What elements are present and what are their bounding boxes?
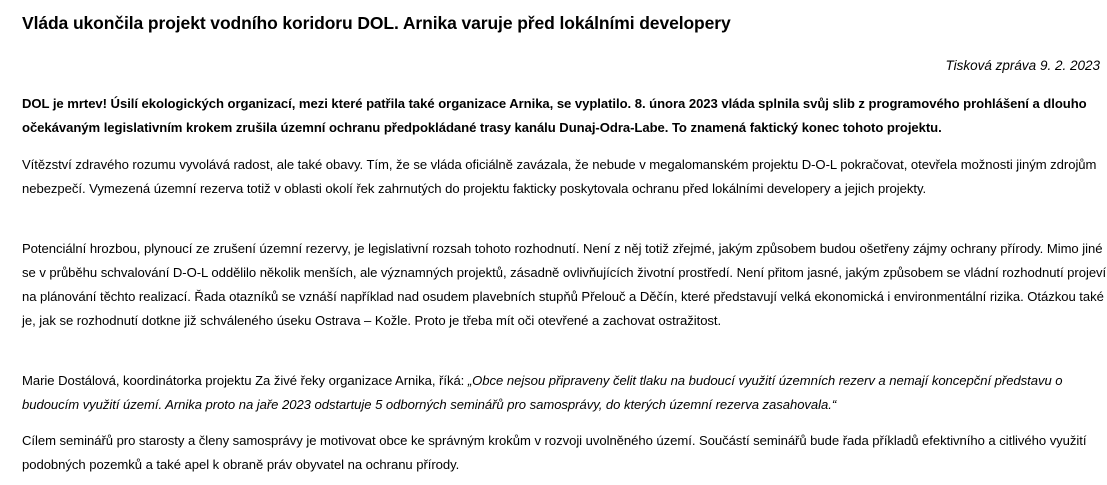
paragraph-3-intro: Marie Dostálová, koordinátorka projektu Za živé řeky organizace Arnika, říká: [22, 373, 468, 388]
paragraph-3-quote: „Obce nejsou připraveny čelit tlaku na budoucí využití územních rezerv a nemají koncepční představu o budoucím využití území. Arnika proto na jaře 2023 odstartuje 5 odborných seminářů pro samosprávy, do kterých územní rezerva zasahovala.“ [22, 373, 1063, 412]
paragraph-4: Cílem seminářů pro starosty a členy samosprávy je motivovat obce ke správným krokům v rozvoji uvolněného území. Součástí seminářů bude řada příkladů efektivního a citlivého využití podobných pozemků a také apel k obraně práv obyvatel na ochranu přírody. [22, 433, 1087, 472]
press-release-date: Tisková zpráva 9. 2. 2023 [945, 58, 1100, 73]
article-title: Vláda ukončila projekt vodního koridoru DOL. Arnika varuje před lokálními developery [22, 13, 731, 33]
paragraph-2: Potenciální hrozbou, plynoucí ze zrušení územní rezervy, je legislativní rozsah tohoto rozhodnutí. Není z něj totiž zřejmé, jakým způsobem budou ošetřeny zájmy ochrany přírody. Mimo jiné se v průběhu schvalování D-O-L oddělilo několik menších, ale významných projektů, zásadně ovlivňujících životní prostředí. Není přitom jasné, jakým způsobem se vládní rozhodnutí projeví na plánování těchto realizací. Řada otazníků se vznáší například nad osudem plavebních stupňů Přelouč a Děčín, které představují velká ekonomická i environmentální rizika. Otázkou také je, jak se rozhodnutí dotkne již schváleného úseku Ostrava – Kožle. Proto je třeba mít oči otevřené a zachovat ostražitost. [22, 241, 1107, 328]
paragraph-1: Vítězství zdravého rozumu vyvolává radost, ale také obavy. Tím, že se vláda oficiálně zavázala, že nebude v megalomanském projektu D-O-L pokračovat, otevřela možnosti jiným zdrojům nebezpečí. Vymezená územní rezerva totiž v oblasti okolí řek zahrnutých do projektu fakticky poskytovala ochranu před lokálními developery a jejich projekty. [22, 157, 1097, 196]
lead-paragraph: DOL je mrtev! Úsilí ekologických organizací, mezi které patřila také organizace Arnika, se vyplatilo. 8. února 2023 vláda splnila svůj slib z programového prohlášení a dlouho očekávaným legislativním krokem zrušila územní ochranu předpokládané trasy kanálu Dunaj-Odra-Labe. To znamená faktický konec tohoto projektu. [22, 96, 1087, 135]
paragraph-3 [22, 369, 1107, 417]
